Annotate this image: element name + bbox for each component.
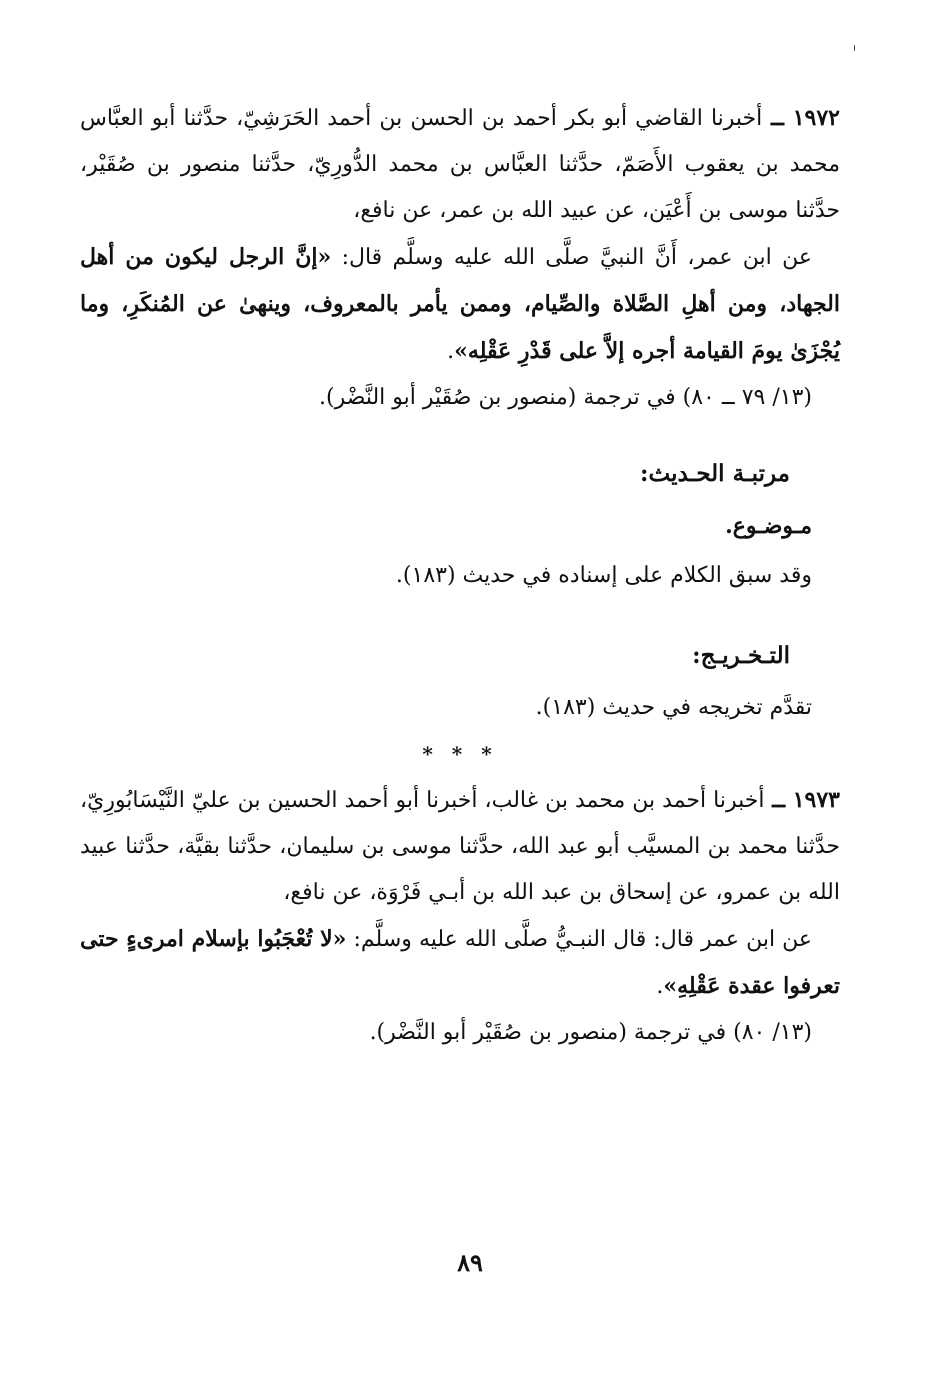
matn-quote: «إنَّ الرجل ليكون من أهل الجهاد، ومن أهلِ الصَّلاة والصِّيام، وممن يأمر بالمعروف، وينهىٰ عن المُنكَرِ، وما يُجْزَىٰ يومَ القيامة أجره إلاَّ على قَدْرِ عَقْلِه» (80, 244, 840, 364)
takhrij-heading: التـخـريـج: (692, 642, 790, 669)
page-body (80, 95, 840, 1056)
hadith-1973-reference: (١٣/ ٨٠) في ترجمة (منصور بن صُقَيْر أبو النَّضْر). (369, 1020, 812, 1045)
hadith-1973-chain (80, 777, 840, 916)
section-separator: * * * (422, 742, 498, 766)
hadith-1973-text (80, 916, 840, 1010)
margin-mark (854, 45, 855, 51)
takhrij-note: تقدَّم تخريجه في حديث (١٨٣). (535, 695, 812, 720)
number-dash: ــ (762, 105, 793, 131)
grading-value: مـوضـوع. (725, 513, 812, 539)
grading-note: وقد سبق الكلام على إسناده في حديث (١٨٣). (395, 563, 812, 588)
isnad-text: أخبرنا القاضي أبو بكر أحمد بن الحسن بن أحمد الحَرَشِيّ، حدَّثنا أبو العبَّاس محمد بن يعقوب الأَصَمّ، حدَّثنا العبَّاس بن محمد الدُّورِيّ، حدَّثنا منصور بن صُقَيْر، حدَّثنا موسى بن أَعْيَن، عن عبيد الله بن عمر، عن نافع، (80, 106, 840, 223)
number-dash: ــ (764, 787, 793, 813)
grading-heading: مرتبـة الحـديث: (640, 460, 790, 487)
hadith-1972-reference: (١٣/ ٧٩ ــ ٨٠) في ترجمة (منصور بن صُقَيْر أبو النَّضْر). (319, 385, 812, 410)
page-number: ٨٩ (457, 1248, 483, 1277)
matn-end: . (447, 339, 455, 364)
isnad-text: أخبرنا أحمد بن محمد بن غالب، أخبرنا أبو أحمد الحسين بن عليّ النَّيْسَابُورِيّ، حدَّثنا محمد بن المسيَّب أبو عبد الله، حدَّثنا موسى بن سليمان، حدَّثنا بقيَّة، حدَّثنا عبيد الله بن عمرو، عن إسحاق بن عبد الله بن أبـي فَرْوَة، عن نافع، (80, 788, 840, 905)
hadith-1972-chain (80, 95, 840, 234)
matn-intro: عن ابن عمر، أَنَّ النبيَّ صلَّى الله عليه وسلَّم قال: (341, 245, 812, 270)
matn-intro: عن ابن عمر قال: قال النبـيُّ صلَّى الله عليه وسلَّم: (353, 927, 812, 952)
hadith-1972-text (80, 234, 840, 375)
matn-end: . (656, 974, 664, 999)
matn-quote: «لا تُعْجَبُوا بإسلام امرىءٍ حتى تعرفوا عقدة عَقْلِهِ» (80, 926, 840, 999)
hadith-number: ١٩٧٢ (792, 105, 840, 131)
hadith-number: ١٩٧٣ (792, 787, 840, 813)
